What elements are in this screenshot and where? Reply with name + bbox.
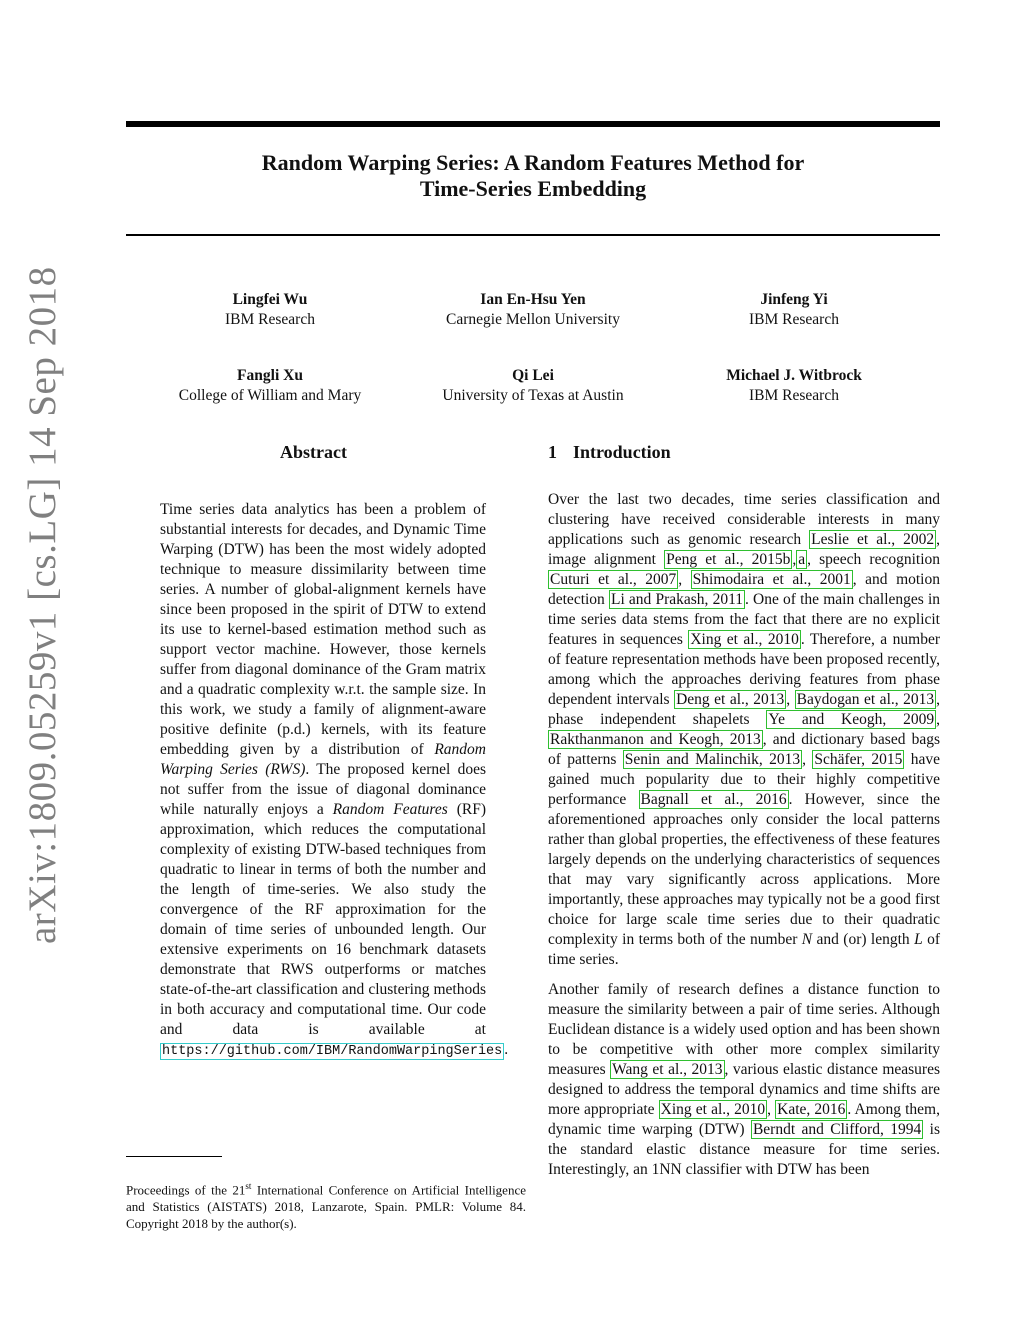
- paragraph-text: , and dictionary based bags of patterns: [548, 731, 940, 768]
- citation-link[interactable]: Senin and Malinchik, 2013: [624, 751, 801, 768]
- author-block: [140, 290, 400, 330]
- section-title: Introduction: [573, 442, 671, 462]
- arxiv-identifier: arXiv:1809.05259v1 [cs.LG] 14 Sep 2018: [21, 266, 64, 944]
- author-affiliation: IBM Research: [749, 311, 839, 328]
- citation-link[interactable]: Xing et al., 2010: [690, 631, 799, 648]
- code-repository-link[interactable]: https://github.com/IBM/RandomWarpingSeries: [162, 1044, 503, 1059]
- author-block: [403, 290, 663, 330]
- paragraph-text: , image alignment: [548, 531, 941, 568]
- title-line-2: Time-Series Embedding: [419, 176, 647, 201]
- title-line-1: Random Warping Series: A Random Features Method for: [261, 150, 805, 175]
- citation-link[interactable]: Berndt and Clifford, 1994: [752, 1121, 922, 1138]
- citation-link[interactable]: Deng et al., 2013: [676, 691, 785, 708]
- citation-link[interactable]: Kate, 2016: [777, 1101, 846, 1118]
- paragraph-text: , various elastic distance measures designed to address the temporal dynamics and time shifts are more appropriate: [548, 1061, 940, 1118]
- paragraph-text: is the standard elastic distance measure for time series. Interestingly, an 1NN classifier with DTW has been: [548, 1121, 940, 1178]
- paragraph-text: of time series.: [548, 931, 940, 968]
- paragraph-text: Over the last two decades, time series classification and clustering have received considerable interests in many applications such as genomic research: [548, 491, 940, 548]
- author-block: [403, 366, 663, 406]
- paragraph-text: , phase independent shapelets: [548, 691, 940, 728]
- author-affiliation: University of Texas at Austin: [442, 387, 624, 404]
- abstract-text: Time series data analytics has been a problem of substantial interests for decades, and Dynamic Time Warping (DTW) has been the most widely adopted technique to measure dissimilarity between time series. A number of global-alignment kernels have since been proposed in the spirit of DTW to extend its use to kernel-based estimation method such as support vector machine. However, those kernels suffer from diagonal dominance of the Gram matrix and a quadratic complexity w.r.t. the sample size. In this work, we study a family of alignment-aware positive definite (p.d.) kernels, with its feature embedding given by a distribution of: [160, 501, 486, 758]
- paragraph-text: ,: [786, 691, 795, 708]
- paragraph-text: Another family of research defines a distance function to measure the similarity between a pair of time series. Although Euclidean distance is a widely used option and has been shown to be competitive with other more complex similarity measures: [548, 981, 940, 1078]
- author-name: Ian En-Hsu Yen: [480, 291, 586, 308]
- citation-link[interactable]: Xing et al., 2010: [660, 1101, 766, 1118]
- citation-link[interactable]: Rakthanmanon and Keogh, 2013: [550, 731, 761, 748]
- title-top-rule: [126, 121, 940, 127]
- citation-link[interactable]: Peng et al., 2015b: [666, 551, 791, 568]
- author-affiliation: IBM Research: [749, 387, 839, 404]
- author-name: Fangli Xu: [237, 367, 303, 384]
- introduction-body: [548, 490, 940, 1180]
- citation-link[interactable]: Cuturi et al., 2007: [550, 571, 677, 588]
- author-block: [664, 290, 924, 330]
- abstract-text: (RF) approximation, which reduces the computational complexity of existing DTW-based techniques from quadratic to linear in terms of both the number and the length of time-series. We also study the convergence of the RF approximation for the domain of time series of unbounded length. Our extensive experiments on 16 benchmark datasets demonstrate that RWS outperforms or matches state-of-the-art classification and clustering methods in both accuracy and computational time. Our code and data is available at: [160, 801, 486, 1038]
- citation-link[interactable]: Li and Prakash, 2011: [610, 591, 744, 608]
- paragraph-text: ,: [767, 1101, 776, 1118]
- footnote-superscript: st: [245, 1181, 252, 1191]
- paragraph-text: ,: [792, 551, 797, 568]
- footnote: [126, 1178, 526, 1232]
- intro-paragraph-1: [548, 490, 940, 970]
- author-affiliation: College of William and Mary: [178, 387, 362, 404]
- paragraph-text: have gained much popularity due to their highly competitive performance: [548, 751, 940, 808]
- citation-link[interactable]: Schäfer, 2015: [814, 751, 903, 768]
- paragraph-text: , and motion detection: [548, 571, 940, 608]
- citation-link[interactable]: Bagnall et al., 2016: [640, 791, 787, 808]
- citation-link[interactable]: Wang et al., 2013: [612, 1061, 723, 1078]
- author-name: Lingfei Wu: [232, 291, 308, 308]
- abstract-emphasis: Random Warping Series (RWS): [160, 741, 486, 778]
- abstract-heading: Abstract: [280, 442, 347, 462]
- author-name: Jinfeng Yi: [760, 291, 828, 308]
- paragraph-text: and (or) length: [812, 931, 915, 948]
- author-affiliation: IBM Research: [225, 311, 315, 328]
- paragraph-text: . However, since the aforementioned approaches only consider the local patterns rather than global properties, the effectiveness of these features largely depends on the underlying characteristics of sequences that may vary significantly across applications. More importantly, these approaches may typically not be a good first choice for large scale time series due to their quadratic complexity in terms both of the number: [548, 791, 940, 948]
- citation-link[interactable]: Shimodaira et al., 2001: [692, 571, 851, 588]
- introduction-heading: [548, 442, 671, 463]
- paragraph-text: . One of the main challenges in time series data stems from the fact that there are no explicit features in sequences: [548, 591, 941, 648]
- abstract-text: . The proposed kernel does not suffer from the issue of diagonal dominance while naturally enjoys a: [160, 761, 486, 818]
- footnote-rule: [126, 1156, 222, 1157]
- title-bottom-rule: [126, 234, 940, 236]
- citation-link[interactable]: a: [798, 551, 806, 568]
- paragraph-text: ,: [936, 711, 940, 728]
- footnote-text: Proceedings of the 21: [126, 1182, 246, 1198]
- paragraph-text: . Among them, dynamic time warping (DTW): [548, 1101, 940, 1138]
- math-variable: N: [801, 931, 813, 948]
- author-name: Michael J. Witbrock: [726, 367, 862, 384]
- intro-paragraph-2: [548, 980, 940, 1180]
- paragraph-text: , speech recognition: [807, 551, 941, 568]
- abstract-text: .: [504, 1041, 509, 1058]
- author-name: Qi Lei: [512, 367, 554, 384]
- citation-link[interactable]: Ye and Keogh, 2009: [768, 711, 935, 728]
- footnote-text: International Conference on Artificial Intelligence and Statistics (AISTATS) 2018, Lanzarote, Spain. PMLR: Volume 84. Copyright 2018 by the author(s).: [126, 1182, 526, 1232]
- paragraph-text: ,: [802, 751, 813, 768]
- author-affiliation: Carnegie Mellon University: [446, 311, 620, 328]
- citation-link[interactable]: Baydogan et al., 2013: [796, 691, 935, 708]
- paper-title: [126, 150, 940, 202]
- author-block: [140, 366, 400, 406]
- abstract-emphasis: Random Features: [332, 801, 448, 818]
- abstract-body: [160, 500, 509, 1062]
- paragraph-text: ,: [678, 571, 691, 588]
- author-block: [664, 366, 924, 406]
- section-number: 1: [548, 442, 557, 462]
- citation-link[interactable]: Leslie et al., 2002: [811, 531, 935, 548]
- math-variable: L: [914, 931, 923, 948]
- paragraph-text: . Therefore, a number of feature representation methods have been proposed recently, among which the approaches deriving features from phase dependent intervals: [548, 631, 940, 708]
